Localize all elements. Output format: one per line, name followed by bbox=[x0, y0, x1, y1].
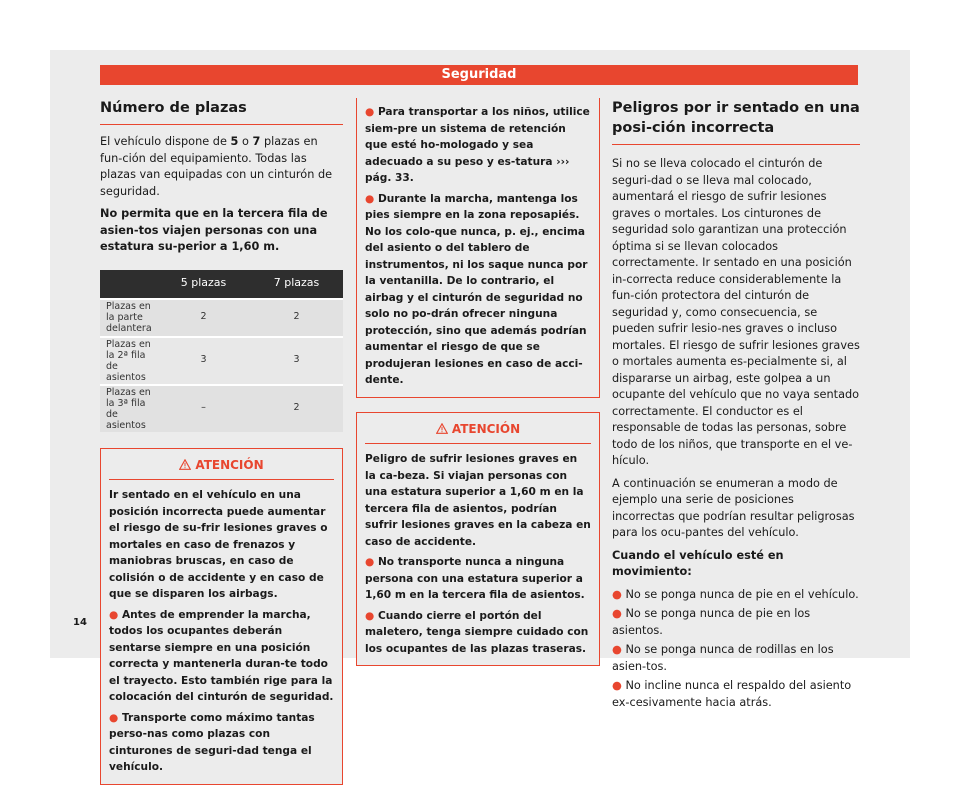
list-item bbox=[612, 606, 860, 639]
warning-text: Peligro de sufrir lesiones graves en la ca-beza. Si viajan personas con una estatura superior a 1,60 m en la tercera fila de asientos, podrían sufrir lesiones graves en la cabeza en caso de accidente. bbox=[365, 453, 591, 548]
column-right bbox=[612, 96, 860, 711]
bullet-icon: ● bbox=[612, 643, 626, 656]
height-note: No permita que en la tercera fila de asien-tos viajen personas con una estatura su-perior a 1,60 m. bbox=[100, 207, 328, 253]
bullet-icon: ● bbox=[109, 608, 122, 621]
bullet-icon: ● bbox=[109, 711, 122, 724]
bullet-icon: ● bbox=[365, 106, 378, 118]
warning-triangle-icon bbox=[179, 459, 191, 470]
list-item bbox=[612, 642, 860, 675]
bullet-text: No se ponga nunca de pie en el vehículo. bbox=[625, 587, 859, 601]
row-label: Plazas en la 3ª fila de asientos bbox=[100, 385, 157, 432]
warning-box-left bbox=[100, 448, 343, 785]
intro-paragraph bbox=[100, 134, 343, 200]
cell-5: 2 bbox=[157, 299, 250, 337]
bullet-text: No se ponga nunca de rodillas en los asien-tos. bbox=[612, 643, 834, 673]
bullet-text: Para transportar a los niños, utilice siem-pre un sistema de retención que esté ho-mologado y sea adecuado a su peso y es-tatura ››› pág. 33. bbox=[365, 106, 590, 184]
intro-seven: 7 bbox=[252, 135, 261, 148]
seats-table bbox=[100, 270, 343, 432]
warning-body bbox=[101, 480, 342, 784]
table-header-empty bbox=[100, 270, 157, 299]
bullet-text: Antes de emprender la marcha, todos los ocupantes deberán sentarse siempre en una posición correcta y mantenerla duran-te todo el trayecto. Esto también rige para la colocación del cinturón de seguridad. bbox=[109, 608, 334, 703]
intro-text-b: o bbox=[238, 135, 253, 148]
warning-box-middle bbox=[356, 412, 600, 667]
table-header-row bbox=[100, 270, 343, 299]
cell-5: 3 bbox=[157, 337, 250, 385]
section-header: Seguridad bbox=[100, 65, 858, 85]
row-label: Plazas en la parte delantera bbox=[100, 299, 157, 337]
warning-continuation-box bbox=[356, 98, 600, 398]
warning-title: ATENCIÓN bbox=[451, 421, 521, 436]
continuation-body bbox=[357, 98, 599, 397]
cell-7: 2 bbox=[250, 385, 343, 432]
warning-header bbox=[365, 413, 591, 445]
warning-bullet bbox=[365, 608, 591, 658]
warning-header bbox=[109, 449, 334, 481]
warning-body bbox=[357, 444, 599, 665]
bullet-icon: ● bbox=[612, 679, 626, 692]
paragraph-1: Si no se lleva colocado el cinturón de seguri-dad o se lleva mal colocado, aumentará el riesgo de sufrir lesiones graves o mortales. Los cinturones de seguridad solo garantizan una protección óptima si se llevan colocados correctamente. Ir sentado en una posición in-correcta reduce considerablemente la fun-ción protectora del cinturón de seguridad y, como consecuencia, se pueden sufrir lesio-nes graves o incluso mortales. El riesgo de sufrir lesiones graves o mortales aumenta es-pecialmente si, al dispararse un airbag, este golpea a un ocupante del vehículo que no vaya sentado correctamente. El conductor es el responsable de todas las personas, sobre todo de los niños, que transporte en el ve-hículo. bbox=[612, 157, 860, 467]
heading-peligros: Peligros por ir sentado en una posi-ción incorrecta bbox=[612, 96, 860, 145]
table-header-7: 7 plazas bbox=[250, 270, 343, 299]
bullet-text: Transporte como máximo tantas perso-nas como plazas con cinturones de seguri-dad tenga el vehículo. bbox=[109, 711, 315, 773]
intro-text-a: El vehículo dispone de bbox=[100, 135, 231, 148]
row-label: Plazas en la 2ª fila de asientos bbox=[100, 337, 157, 385]
warning-bullet bbox=[365, 104, 591, 187]
table-row bbox=[100, 385, 343, 432]
bullet-text: No transporte nunca a ninguna persona con una estatura superior a 1,60 m en la tercera fila de asientos. bbox=[365, 556, 585, 601]
bullet-text: Durante la marcha, mantenga los pies siempre en la zona reposapiés. No los colo-que nunca, p. ej., encima del asiento o del tablero de instrumentos, ni los saque nunca por la ventanilla. De lo contrario, el airbag y el cinturón de seguridad no solo no po-drán ofrecer ninguna protección, sino que además podrían aumentar el riesgo de que se produjeran lesiones en caso de acci-dente. bbox=[365, 192, 588, 386]
bullet-text: No incline nunca el respaldo del asiento ex-cesivamente hacia atrás. bbox=[612, 679, 852, 709]
intro-five: 5 bbox=[230, 135, 239, 148]
table-row bbox=[100, 337, 343, 385]
warning-bullet bbox=[109, 710, 334, 776]
bullet-icon: ● bbox=[365, 556, 378, 568]
subheading-movimiento: Cuando el vehículo esté en movimiento: bbox=[612, 548, 784, 578]
warning-bullet bbox=[365, 191, 591, 389]
list-item bbox=[612, 678, 860, 711]
cell-5: – bbox=[157, 385, 250, 432]
bullet-icon: ● bbox=[365, 609, 378, 622]
bullet-icon: ● bbox=[365, 192, 378, 205]
intro-text-c: plazas en fun-ción del equipamiento. Todas las plazas van equipadas con un cinturón de seguridad. bbox=[100, 135, 333, 198]
bullet-text: Cuando cierre el portón del maletero, tenga siempre cuidado con los ocupantes de las plazas traseras. bbox=[365, 609, 589, 655]
paragraph-2: A continuación se enumeran a modo de ejemplo una serie de posiciones incorrectas que podrían resultar peligrosas para los ocu-pantes del vehículo. bbox=[612, 476, 855, 539]
warning-bullet bbox=[365, 554, 591, 604]
heading-numero-plazas: Número de plazas bbox=[100, 96, 343, 125]
warning-title: ATENCIÓN bbox=[195, 457, 264, 472]
list-item bbox=[612, 587, 860, 604]
column-middle bbox=[356, 98, 600, 666]
bullet-icon: ● bbox=[612, 607, 626, 620]
table-header-5: 5 plazas bbox=[157, 270, 250, 299]
page-number: 14 bbox=[73, 617, 87, 628]
cell-7: 2 bbox=[250, 299, 343, 337]
column-left bbox=[100, 96, 343, 785]
warning-triangle-icon bbox=[436, 423, 448, 434]
warning-bullet bbox=[109, 607, 334, 706]
cell-7: 3 bbox=[250, 337, 343, 385]
table-row bbox=[100, 299, 343, 337]
bullet-text: No se ponga nunca de pie en los asientos. bbox=[612, 607, 811, 637]
bullet-icon: ● bbox=[612, 587, 626, 601]
warning-text: Ir sentado en el vehículo en una posición incorrecta puede aumentar el riesgo de su-frir lesiones graves o mortales en caso de frenazos y maniobras bruscas, en caso de colisión o de accidente y en caso de que se disparen los airbags. bbox=[109, 489, 328, 600]
